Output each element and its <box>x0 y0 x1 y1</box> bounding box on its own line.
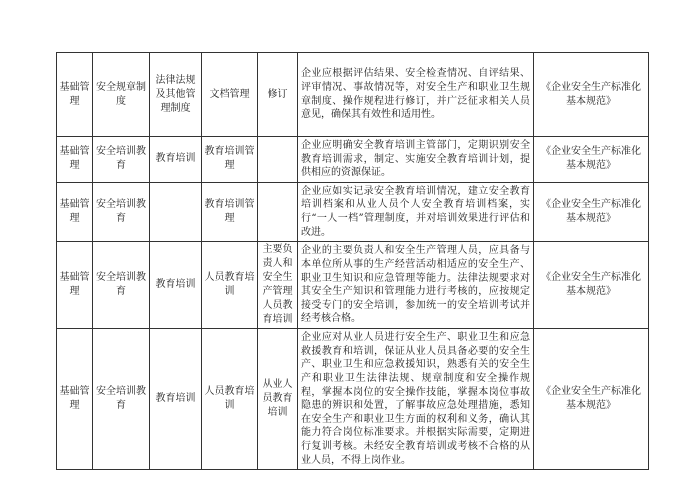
category-cell: 基础管理 <box>57 329 93 470</box>
item-cell: 教育培训 <box>150 242 202 329</box>
element-cell: 安全培训教育 <box>93 182 150 241</box>
reference-cell: 《企业安全生产标准化基本规范》 <box>534 182 649 241</box>
requirement-cell: 企业应如实记录安全教育培训情况，建立安全教育培训档案和从业人员个人安全教育培训档案，实行“一人一档”管理制度，并对培训效果进行评估和改进。 <box>298 182 534 241</box>
detail-cell: 修订 <box>258 53 298 137</box>
reference-cell: 《企业安全生产标准化基本规范》 <box>534 329 649 470</box>
category-cell: 基础管理 <box>57 137 93 183</box>
table-row <box>57 182 649 241</box>
element-cell: 安全培训教育 <box>93 242 150 329</box>
requirement-cell: 企业的主要负责人和安全生产管理人员，应具备与本单位所从事的生产经营活动相适应的安全生产、职业卫生知识和应急管理等能力。法律法规要求对其安全生产知识和管理能力进行考核的，应按规定接受专门的安全培训，参加统一的安全培训考试并经考核合格。 <box>298 242 534 329</box>
requirement-cell: 企业应根据评估结果、安全检查情况、自评结果、评审情况、事故情况等，对安全生产和职业卫生规章制度、操作规程进行修订，并广泛征求相关人员意见，确保其有效性和适用性。 <box>298 53 534 137</box>
category-cell: 基础管理 <box>57 242 93 329</box>
sub-item-cell: 教育培训管理 <box>202 182 258 241</box>
table-row <box>57 53 649 137</box>
sub-item-cell: 人员教育培训 <box>202 329 258 470</box>
reference-cell: 《企业安全生产标准化基本规范》 <box>534 137 649 183</box>
item-cell <box>150 182 202 241</box>
requirement-cell: 企业应明确安全教育培训主管部门，定期识别安全教育培训需求，制定、实施安全教育培训计划，提供相应的资源保证。 <box>298 137 534 183</box>
regulation-table <box>56 52 649 470</box>
element-cell: 安全培训教育 <box>93 137 150 183</box>
element-cell: 安全培训教育 <box>93 329 150 470</box>
reference-cell: 《企业安全生产标准化基本规范》 <box>534 242 649 329</box>
sub-item-cell: 人员教育培训 <box>202 242 258 329</box>
item-cell: 教育培训 <box>150 137 202 183</box>
detail-cell: 从业人员教育培训 <box>258 329 298 470</box>
detail-cell <box>258 182 298 241</box>
category-cell: 基础管理 <box>57 182 93 241</box>
reference-cell: 《企业安全生产标准化基本规范》 <box>534 53 649 137</box>
table-row <box>57 329 649 470</box>
table-row <box>57 137 649 183</box>
table-row <box>57 242 649 329</box>
sub-item-cell: 文档管理 <box>202 53 258 137</box>
requirement-cell: 企业应对从业人员进行安全生产、职业卫生和应急救援教育和培训，保证从业人员具备必要的安全生产、职业卫生和应急救援知识，熟悉有关的安全生产和职业卫生法律法规、规章制度和安全操作规程，掌握本岗位的安全操作技能，掌握本岗位事故隐患的辨识和处置，了解事故应急处理措施，悉知在安全生产和职业卫生方面的权利和义务，确认其能力符合岗位标准要求。并根据实际需要，定期进行复训考核。未经安全教育培训或考核不合格的从业人员，不得上岗作业。 <box>298 329 534 470</box>
category-cell: 基础管理 <box>57 53 93 137</box>
detail-cell <box>258 137 298 183</box>
element-cell: 安全规章制度 <box>93 53 150 137</box>
item-cell: 法律法规及其他管理制度 <box>150 53 202 137</box>
sub-item-cell: 教育培训管理 <box>202 137 258 183</box>
item-cell: 教育培训 <box>150 329 202 470</box>
detail-cell: 主要负责人和安全生产管理人员教育培训 <box>258 242 298 329</box>
